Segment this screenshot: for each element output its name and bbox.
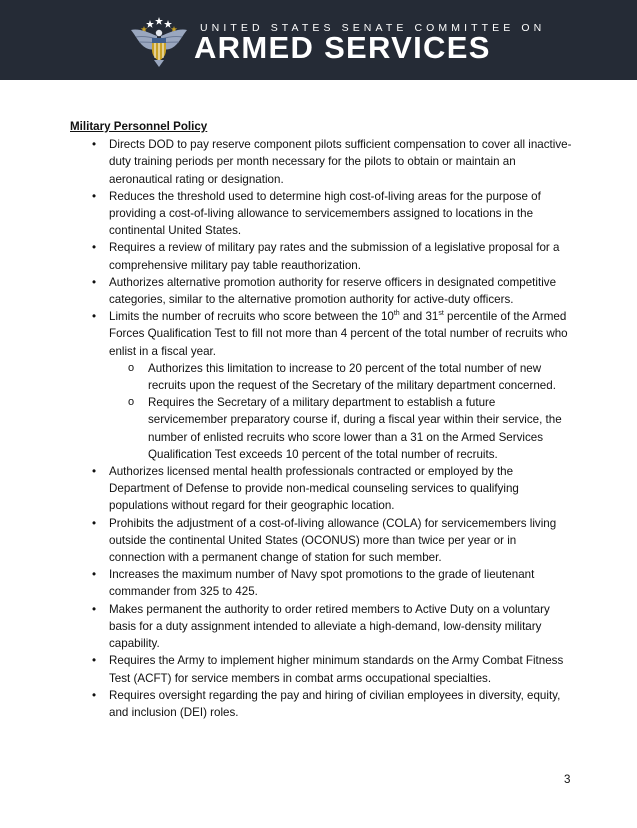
- list-item: • Directs DOD to pay reserve component pilots sufficient compensation to cover all inactive-duty training periods per month necessary for the pilots to obtain or maintain an aeronautical rating or designation.: [91, 138, 572, 186]
- sub-list-item: o Requires the Secretary of a military department to establish a future servicemember preparatory course if, during a fiscal year within their service, the number of enlisted recruits who score lower than a 31 on the Armed Services Qualification Test exceeds 10 percent of the total number of recruits.: [128, 396, 562, 461]
- bullet-icon: •: [91, 189, 97, 203]
- list-item: • Increases the maximum number of Navy spot promotions to the grade of lieutenant commander from 325 to 425.: [91, 568, 535, 599]
- list-item: • Makes permanent the authority to order retired members to Active Duty on a voluntary basis for a duty assignment intended to alleviate a high-demand, low-density military capability.: [91, 602, 550, 651]
- list-item: • Authorizes alternative promotion authority for reserve officers in designated competitive categories, similar to the alternative promotion authority for active-duty officers.: [91, 275, 557, 307]
- list-item: • Requires oversight regarding the pay and hiring of civilian employees in diversity, equity, and inclusion (DEI) roles.: [91, 688, 561, 719]
- bullet-icon: •: [91, 275, 97, 289]
- sub-bullet-list: [109, 360, 575, 463]
- bullet-icon: •: [91, 654, 97, 668]
- committee-subtitle: UNITED STATES SENATE COMMITTEE ON: [200, 22, 546, 34]
- sub-list-item: o Authorizes this limitation to increase to 20 percent of the total number of new recruits upon the request of the Secretary of the military department concerned.: [128, 361, 556, 393]
- eagle-seal-icon: [130, 14, 188, 68]
- page-header: [0, 0, 637, 80]
- bullet-icon: •: [91, 688, 97, 702]
- bullet-icon: •: [91, 516, 97, 530]
- list-item: • Requires the Army to implement higher minimum standards on the Army Combat Fitness Test (ACFT) for service members in combat arms occupational specialties.: [91, 654, 564, 685]
- list-item: • Prohibits the adjustment of a cost-of-living allowance (COLA) for servicemembers living outside the continental United States (OCONUS) more than twice per year or in connection with a permanent change of station for such member.: [91, 516, 557, 565]
- document-body: [70, 118, 575, 721]
- committee-title: ARMED SERVICES: [194, 30, 491, 65]
- section-title: Military Personnel Policy: [70, 120, 208, 133]
- bullet-icon: •: [91, 602, 97, 616]
- circle-bullet-icon: o: [128, 396, 135, 409]
- bullet-icon: •: [91, 241, 97, 255]
- bullet-icon: •: [91, 465, 97, 479]
- circle-bullet-icon: o: [128, 361, 135, 374]
- bullet-icon: •: [91, 568, 97, 582]
- list-item: • Limits the number of recruits who score between the 10th and 31st percentile of the Armed Forces Qualification Test to fill not more than 4 percent of the total number of recruits who enlist in a fiscal year. o Authorizes this limitation to increase to 20 percent of the total number of new recruits upon the request of the Secretary of the military department concerned. o Requires the Secretary of a military department to establish a future servicemember preparatory course if, during a fiscal year within their service, the number of enlisted recruits who score lower than a 31 on the Armed Services Qualification Test exceeds 10 percent of the total number of recruits.: [70, 308, 575, 463]
- bullet-list: [70, 136, 575, 721]
- list-item: • Reduces the threshold used to determine high cost-of-living areas for the purpose of providing a cost-of-living allowance to servicemembers assigned to locations in the continental United States.: [91, 189, 541, 238]
- list-item: • Authorizes licensed mental health professionals contracted or employed by the Department of Defense to provide non-medical counseling services to qualifying populations without regard for their geographic location.: [91, 465, 519, 513]
- bullet-icon: •: [91, 310, 97, 324]
- bullet-icon: •: [91, 138, 97, 152]
- list-item: • Requires a review of military pay rates and the submission of a legislative proposal for a comprehensive military pay table reauthorization.: [91, 241, 560, 272]
- page-number: 3: [564, 773, 571, 786]
